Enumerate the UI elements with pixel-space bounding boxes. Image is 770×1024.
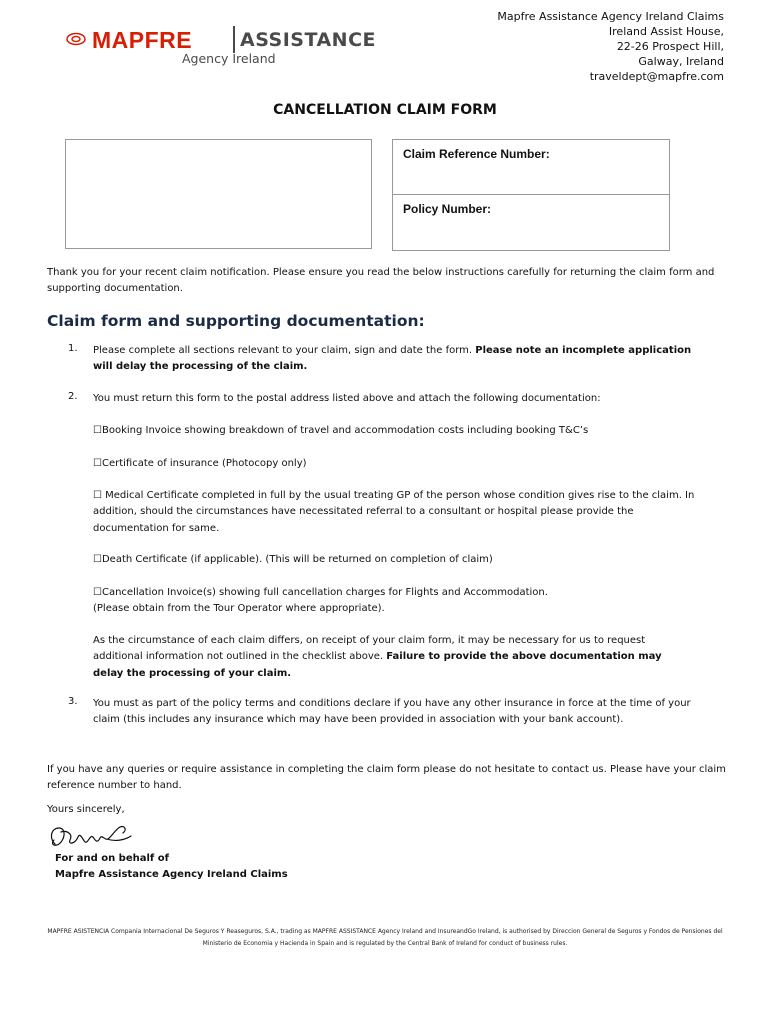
checklist-item-certificate-insurance — [93, 456, 713, 472]
checkbox-icon[interactable]: ☐ — [93, 458, 102, 469]
form-title: CANCELLATION CLAIM FORM — [273, 102, 497, 118]
address-label-box[interactable] — [65, 139, 372, 249]
signature-image — [45, 818, 135, 854]
claim-reference-field[interactable] — [393, 140, 669, 195]
mapfre-emblem-icon — [67, 34, 85, 45]
section-heading: Claim form and supporting documentation: — [47, 312, 425, 330]
circumstance-text: As the circumstance of each claim differs, on receipt of your claim form, it may be necessary for us to request additional information not outlined in the checklist above. — [93, 635, 646, 663]
circumstance-paragraph — [93, 633, 693, 682]
address-line: Galway, Ireland — [638, 55, 724, 68]
claim-reference-label: Claim Reference Number: — [403, 147, 550, 161]
logo-subtitle: Agency Ireland — [182, 51, 276, 66]
address-line: Ireland Assist House, — [608, 25, 724, 38]
instruction-1-text: Please complete all sections relevant to your claim, sign and date the form. — [93, 345, 476, 356]
item-number: 1. — [68, 343, 78, 354]
closing-salutation: Yours sincerely, — [47, 804, 125, 815]
checklist-note: (Please obtain from the Tour Operator where appropriate). — [93, 603, 385, 615]
item-number: 2. — [68, 391, 78, 402]
signatory-org: Mapfre Assistance Agency Ireland Claims — [55, 869, 288, 880]
address-line: 22-26 Prospect Hill, — [616, 40, 724, 53]
policy-number-label: Policy Number: — [403, 202, 492, 216]
queries-paragraph: If you have any queries or require assistance in completing the claim form please do not hesitate to contact us. Please have your claim reference number to hand. — [47, 764, 726, 792]
item-number: 3. — [68, 696, 78, 707]
contact-email[interactable]: traveldept@mapfre.com — [589, 70, 724, 83]
intro-paragraph: Thank you for your recent claim notification. Please ensure you read the below instructions carefully for returning the claim form and supporting documentation. — [47, 267, 715, 295]
checklist-label: Death Certificate (if applicable). (This will be returned on completion of claim) — [101, 554, 493, 565]
checkbox-icon[interactable]: ☐ — [93, 587, 102, 598]
instruction-item-2: You must return this form to the postal address listed above and attach the following documentation: — [93, 393, 601, 404]
signatory-block — [55, 851, 288, 883]
logo-product: ASSISTANCE — [240, 29, 376, 51]
checklist-label: Booking Invoice showing breakdown of travel and accommodation costs including booking T&C’s — [101, 425, 589, 436]
policy-number-field[interactable] — [393, 195, 669, 250]
claim-details-box — [392, 139, 670, 251]
instruction-1-warning: Please note an incomplete application will delay the processing of the claim. — [93, 345, 692, 373]
regulatory-footer: MAPFRE ASISTENCIA Compania Internacional De Seguros Y Reaseguros, S.A., trading as MAPFRE ASSISTANCE Agency Ireland and InsureandGo Ireland, is authorised by Direccion General de Seguros y Fondos de Pensiones del Ministerio de Economia y Hacienda in Spain and is regulated by the Central Bank of Ireland for conduct of business rules. — [47, 928, 723, 947]
logo-divider — [233, 26, 235, 53]
checklist-label: Medical Certificate completed in full by the usual treating GP of the person whose condition gives rise to the claim. In addition, should the circumstances have necessitated referral to a consultant or hospital please provide the documentation for same. — [93, 490, 695, 534]
checklist-item-death-certificate — [93, 552, 713, 568]
address-block — [497, 9, 724, 84]
checklist-item-medical-certificate — [93, 488, 698, 537]
circumstance-warning: Failure to provide the above documentation may delay the processing of your claim. — [93, 651, 662, 679]
checkbox-icon[interactable]: ☐ — [93, 425, 102, 436]
address-line: Mapfre Assistance Agency Ireland Claims — [497, 10, 724, 23]
checklist-item-booking-invoice — [93, 423, 713, 439]
logo-brand: MAPFRE — [92, 27, 193, 53]
instruction-item-3: You must as part of the policy terms and conditions declare if you have any other insurance in force at the time of your claim (this includes any insurance which may have been provided in association with your bank account). — [93, 698, 691, 726]
mapfre-logo — [64, 22, 404, 70]
checklist-label: Certificate of insurance (Photocopy only) — [101, 458, 307, 469]
signatory-line: For and on behalf of — [55, 853, 169, 864]
checkbox-icon[interactable]: ☐ — [93, 490, 102, 501]
instruction-item-1 — [93, 343, 693, 376]
checkbox-icon[interactable]: ☐ — [93, 554, 102, 565]
checklist-item-cancellation-invoice — [93, 585, 713, 618]
checklist-label: Cancellation Invoice(s) showing full cancellation charges for Flights and Accommodation. — [101, 587, 548, 598]
